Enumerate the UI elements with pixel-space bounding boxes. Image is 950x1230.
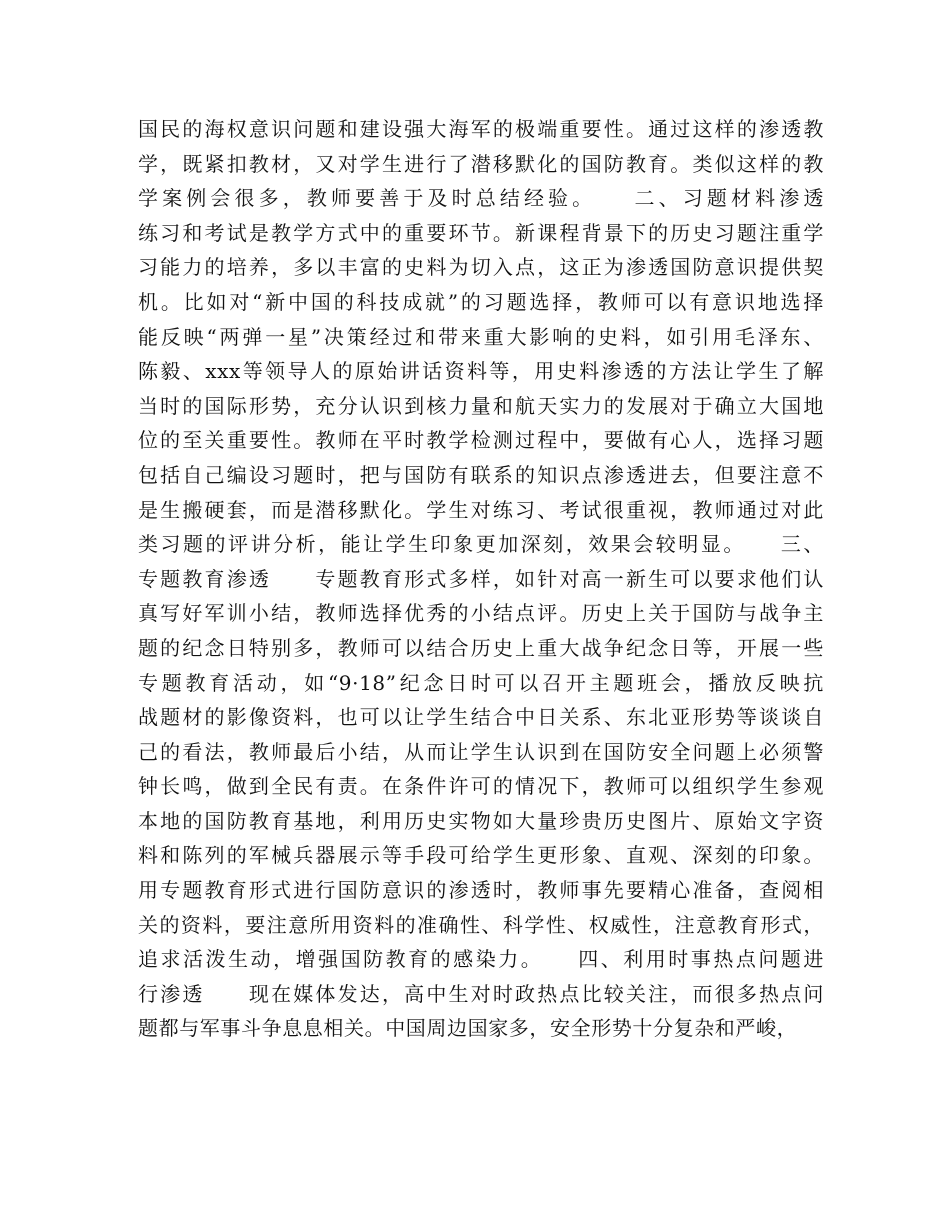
- text-line: 机。比如对“新中国的科技成就”的习题选择，教师可以有意识地选择: [138, 289, 824, 314]
- text-line: 学案例会很多，教师要善于及时总结经验。 二、习题材料渗透: [138, 186, 824, 211]
- text-line: 当时的国际形势，充分认识到核力量和航天实力的发展对于确立大国地: [138, 393, 824, 418]
- text-line: 习能力的培养，多以丰富的史料为切入点，这正为渗透国防意识提供契: [138, 255, 824, 280]
- text-line: 关的资料，要注意所用资料的准确性、科学性、权威性，注意教育形式，: [138, 912, 824, 937]
- text-line: 行渗透 现在媒体发达，高中生对时政热点比较关注，而很多热点问: [138, 981, 824, 1006]
- text-line: 钟长鸣，做到全民有责。在条件许可的情况下，教师可以组织学生参观: [138, 774, 824, 799]
- text-line: 战题材的影像资料，也可以让学生结合中日关系、东北亚形势等谈谈自: [138, 705, 824, 730]
- text-line: 类习题的评讲分析，能让学生印象更加深刻，效果会较明显。 三、: [138, 532, 824, 557]
- text-line: 练习和考试是教学方式中的重要环节。新课程背景下的历史习题注重学: [138, 220, 824, 245]
- text-line: 题的纪念日特别多，教师可以结合历史上重大战争纪念日等，开展一些: [138, 635, 824, 660]
- text-line: 追求活泼生动，增强国防教育的感染力。 四、利用时事热点问题进: [138, 947, 824, 972]
- text-line: 真写好军训小结，教师选择优秀的小结点评。历史上关于国防与战争主: [138, 601, 824, 626]
- text-line: 陈毅、xxx等领导人的原始讲话资料等，用史料渗透的方法让学生了解: [138, 359, 824, 384]
- text-line: 是生搬硬套，而是潜移默化。学生对练习、考试很重视，教师通过对此: [138, 497, 824, 522]
- text-line: 包括自己编设习题时，把与国防有联系的知识点渗透进去，但要注意不: [138, 462, 824, 487]
- text-line: 国民的海权意识问题和建设强大海军的极端重要性。通过这样的渗透教: [138, 117, 824, 141]
- text-line: 用专题教育形式进行国防意识的渗透时，教师事先要精心准备，查阅相: [138, 878, 824, 903]
- text-line: 本地的国防教育基地，利用历史实物如大量珍贵历史图片、原始文字资: [138, 808, 824, 833]
- text-line: 己的看法，教师最后小结，从而让学生认识到在国防安全问题上必须警: [138, 739, 824, 764]
- text-line: 专题教育渗透 专题教育形式多样，如针对高一新生可以要求他们认: [138, 566, 824, 591]
- body-text: [138, 112, 824, 1046]
- text-line: 学，既紧扣教材，又对学生进行了潜移默化的国防教育。类似这样的教: [138, 151, 824, 176]
- text-line: 位的至关重要性。教师在平时教学检测过程中，要做有心人，选择习题: [138, 428, 824, 453]
- text-line: 题都与军事斗争息息相关。中国周边国家多，安全形势十分复杂和严峻，: [138, 1016, 798, 1041]
- text-line: 专题教育活动，如“9·18”纪念日时可以召开主题班会，播放反映抗: [138, 670, 824, 695]
- text-line: 能反映“两弹一星”决策经过和带来重大影响的史料，如引用毛泽东、: [138, 324, 824, 349]
- text-line: 料和陈列的军械兵器展示等手段可给学生更形象、直观、深刻的印象。: [138, 843, 824, 868]
